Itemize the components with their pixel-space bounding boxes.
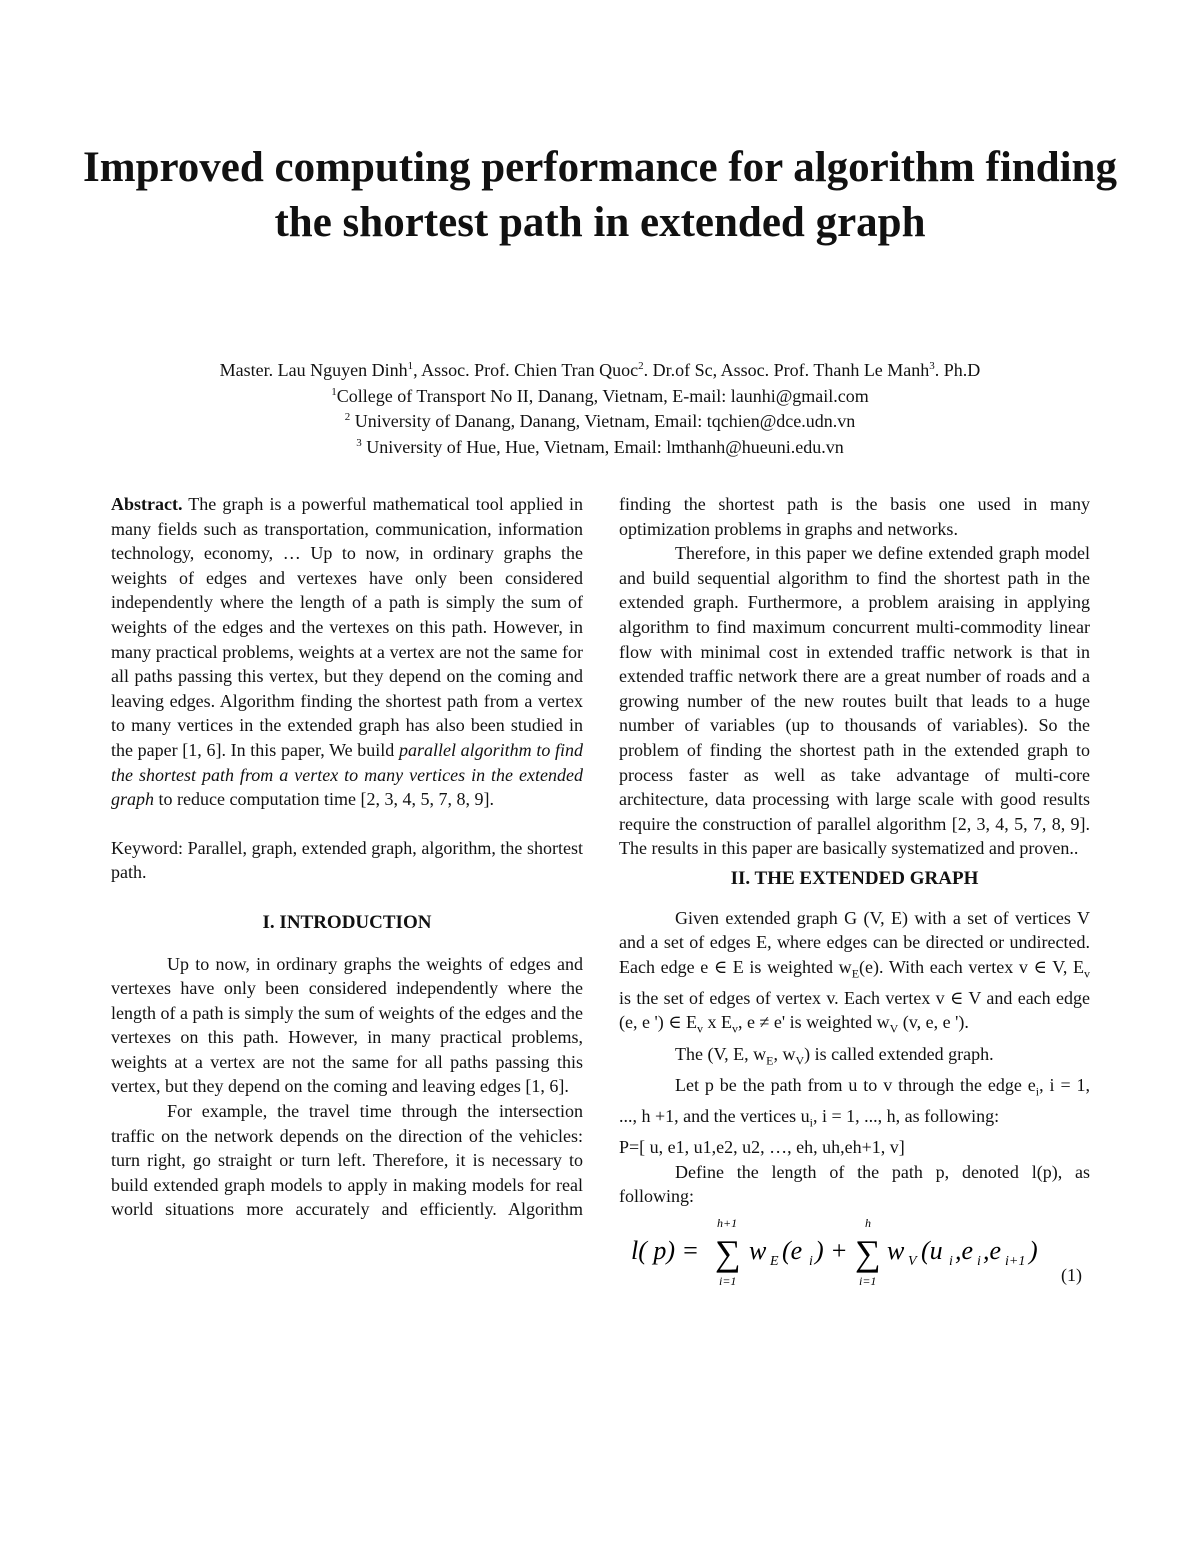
section-heading-extended-graph: [619, 867, 1090, 892]
eq-term1-end: ) +: [815, 1236, 848, 1265]
equation-graphic: [629, 1213, 1049, 1291]
path-sub-i-2: i: [809, 1115, 813, 1130]
eq-term1-i: i: [809, 1254, 813, 1269]
eq-sum1-top: h+1: [717, 1216, 738, 1230]
eq-lhs: l( p) =: [631, 1236, 700, 1265]
def-text-f: (v, e, e ').: [898, 1012, 969, 1033]
left-column: [111, 492, 583, 1222]
abstract-label: Abstract.: [111, 494, 183, 514]
author-3-sup: 3: [929, 360, 935, 372]
tuple-text-a: The (V, E, w: [675, 1043, 767, 1064]
eq-sum1-sign: ∑: [715, 1233, 741, 1273]
eq-term2-ei: i: [977, 1254, 981, 1269]
tuple-sub-E: E: [766, 1053, 774, 1068]
author-1: Master. Lau Nguyen Dinh: [219, 360, 408, 380]
eq-term2-sub: V: [908, 1254, 917, 1269]
abstract-text-1: The graph is a powerful mathematical tool applied in many fields such as transportation, communication, information technology, economy, … Up to now, in ordinary graphs the weights of edges and vertexes have only been considered independently where the length of a path is simply the sum of weights of the edges and the vertexes on this path. However, in many practical problems, weights at a vertex are not the same for all paths passing this vertex, but they depend on the coming and leaving edges. Algorithm finding the shortest path from a vertex to many vertices in the extended graph has also been studied in the paper [1, 6]. In this paper, We build: [111, 494, 583, 760]
affiliation-3-sup: 3: [356, 436, 362, 449]
sub-v: v: [1084, 966, 1090, 981]
eq-term2-ei1: i+1: [1005, 1254, 1026, 1269]
equation-number: (1): [1061, 1265, 1082, 1285]
author-3: . Dr.of Sc, Assoc. Prof. Thanh Le Manh: [643, 360, 930, 380]
path-text-b: , i = 1, ..., h +1, and the vertices u: [619, 1074, 1090, 1127]
path-text-a: Let p be the path from u to v through the edge e: [675, 1074, 1036, 1095]
affiliation-3: [80, 435, 1120, 461]
def-text-d: x E: [703, 1012, 733, 1033]
path-expression: P=[ u, e1, u1,e2, u2, …, eh, uh,eh+1, v]: [619, 1137, 905, 1158]
author-2: , Assoc. Prof. Chien Tran Quoc: [413, 360, 639, 380]
graph-definition-paragraph: [619, 906, 1090, 1042]
sub-V: V: [889, 1022, 899, 1037]
eq-term2: w: [887, 1236, 905, 1265]
eq-term1-arg: (e: [782, 1236, 803, 1265]
abstract-text-2: to reduce computation time [2, 3, 4, 5, 7, 8, 9].: [154, 789, 494, 810]
paper-title: Improved computing performance for algorithm finding the shortest path in extended graph: [83, 144, 1117, 246]
abstract-emphasis: parallel algorithm to find the shortest path from a vertex to many vertices in the extended graph: [111, 739, 583, 810]
path-text-c: , i = 1, ..., h, as following:: [812, 1106, 1000, 1127]
intro-paragraph-3: Therefore, in this paper we define extended graph model and build sequential algorithm to find the shortest path in the extended graph. Furthermore, a problem araising in applying algorithm to find maximum concurrent multi-commodity linear flow with minimal cost in extended traffic network is that in extended traffic network there are a great number of roads and a growing number of the new routes built that leads to a huge number of variables (up to thousands of variables). So the problem of finding the shortest path in the extended graph to process faster as well as take advantage of multi-core architecture, data processing with large scale with good results require the construction of parallel algorithm [2, 3, 4, 5, 7, 8, 9]. The results in this paper are basically systematized and proven..: [619, 543, 1090, 859]
tuple-sub-V: V: [795, 1053, 805, 1068]
path-paragraph: [619, 1073, 1090, 1135]
equation-1: [619, 1213, 1090, 1291]
sub-v-2: v: [697, 1022, 704, 1037]
eq-term2-comma2: ,e: [983, 1236, 1002, 1265]
tuple-text-b: , w: [773, 1043, 796, 1064]
affiliation-1-sup: 1: [331, 385, 337, 398]
def-text-c: is the set of edges of vertex v. Each vertex v ∈ V and each edge (e, e ') ∈ E: [619, 987, 1090, 1033]
author-2-sup: 2: [638, 360, 644, 372]
affiliation-3-text: University of Hue, Hue, Vietnam, Email: lmthanh@hueuni.edu.vn: [366, 436, 844, 457]
section-heading-introduction: I. INTRODUCTION: [262, 911, 432, 933]
affiliation-2: [80, 409, 1120, 435]
tuple-text-c: ) is called extended graph.: [804, 1043, 994, 1064]
eq-term1: w: [749, 1236, 767, 1265]
eq-term2-end: ): [1029, 1236, 1038, 1265]
right-column: [619, 492, 1090, 1291]
eq-term2-args: (u: [921, 1236, 943, 1265]
intro-paragraph-2: For example, the travel time through the intersection traffic on the network depends on the direction of the vehicles: turn right, go straight or turn left. Therefore, it is necessary to build extended graph models to apply in making models for real world situations more accurately and efficiently. Algorithm: [111, 1101, 583, 1220]
affiliation-1: [80, 384, 1120, 410]
eq-term2-comma1: ,e: [955, 1236, 974, 1265]
eq-sum1-bot: i=1: [719, 1274, 737, 1288]
path-sub-i: i: [1035, 1084, 1040, 1099]
section-2-title: HE EXTENDED GRAPH: [767, 867, 979, 889]
def-text-b: (e). With each vertex v ∈ V, E: [859, 956, 1084, 977]
length-definition: Define the length of the path p, denoted l(p), as following:: [619, 1161, 1090, 1207]
keywords: Keyword: Parallel, graph, extended graph, algorithm, the shortest path.: [111, 837, 583, 883]
eq-sum2-top: h: [865, 1216, 871, 1230]
intro-paragraph-1: Up to now, in ordinary graphs the weights of edges and vertexes have only been considered independently where the length of a path is simply the sum of weights of the edges and the vertexes on this path. However, in many practical problems, weights at a vertex are not the same for all paths passing this vertex, but they depend on the coming and leaving edges [1, 6].: [111, 953, 583, 1097]
sub-E: E: [851, 966, 860, 981]
sub-v-3: v: [732, 1022, 739, 1037]
eq-sum2-bot: i=1: [859, 1274, 877, 1288]
abstract: [111, 492, 583, 812]
def-text-a: Given extended graph G (V, E) with a set of vertices V and a set of edges E, where edges can be directed or undirected. Each edge e ∈ E is weighted w: [619, 907, 1090, 977]
author-1-sup: 1: [407, 360, 414, 372]
def-text-e: , e ≠ e' is weighted w: [738, 1012, 890, 1033]
intro-paragraph-2-continued: finding the shortest path is the basis one used in many optimization problems in graphs and networks.: [619, 494, 1090, 539]
author-line: [80, 358, 1120, 384]
author-degree: . Ph.D: [934, 360, 981, 380]
affiliation-2-text: University of Danang, Danang, Vietnam, Email: tqchien@dce.udn.vn: [354, 411, 856, 431]
eq-term2-ui: i: [949, 1254, 953, 1269]
eq-term1-sub: E: [770, 1254, 779, 1269]
author-block: [80, 358, 1120, 460]
extended-graph-tuple: [619, 1042, 1090, 1073]
section-2-number: II. T: [730, 867, 768, 889]
eq-sum2-sign: ∑: [855, 1233, 881, 1273]
affiliation-1-text: College of Transport No II, Danang, Vietnam, E-mail: launhi@gmail.com: [336, 385, 869, 406]
affiliation-2-sup: 2: [344, 411, 351, 423]
